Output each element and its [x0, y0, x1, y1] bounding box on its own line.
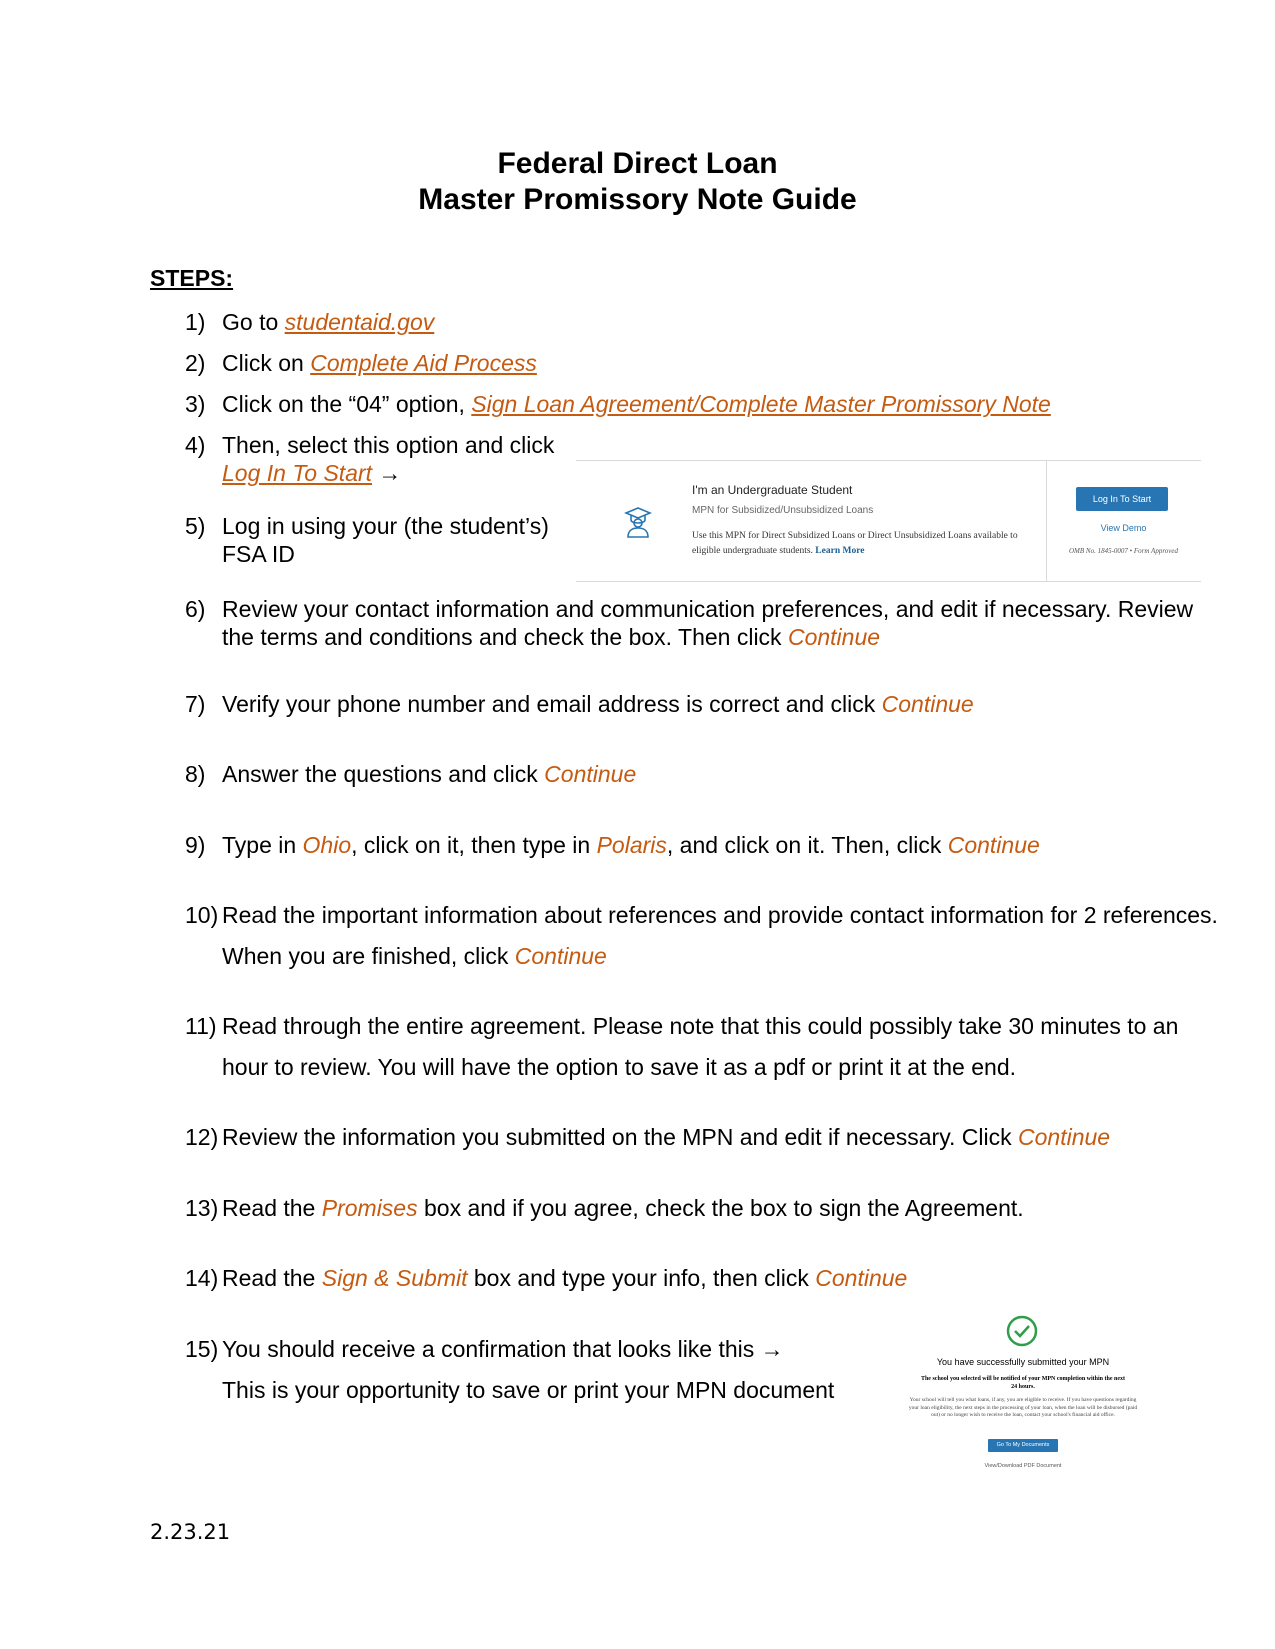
continue-keyword: Continue [881, 691, 974, 717]
continue-keyword: Continue [815, 1265, 908, 1291]
document-title-line2: Master Promissory Note Guide [418, 183, 857, 216]
steps-heading: STEPS: [150, 265, 234, 291]
card-title: I'm an Undergraduate Student [692, 483, 853, 497]
promises-keyword: Promises [321, 1195, 418, 1221]
log-in-to-start-link[interactable]: Log In To Start [222, 460, 373, 486]
confirmation-notice: The school you selected will be notified of your MPN completion within the next 24 hours. [920, 1376, 1126, 1390]
graduate-student-icon [624, 506, 652, 538]
view-demo-link[interactable]: View Demo [1100, 523, 1147, 533]
omb-number: OMB No. 1845-0007 • Form Approved [1069, 547, 1178, 555]
undergraduate-mpn-card [576, 460, 1201, 582]
download-pdf-link[interactable]: View/Download PDF Document [984, 1463, 1062, 1469]
log-in-to-start-button[interactable]: Log In To Start [1076, 487, 1168, 511]
sign-submit-keyword: Sign & Submit [321, 1265, 468, 1291]
card-subtitle: MPN for Subsidized/Unsubsidized Loans [692, 505, 874, 516]
continue-keyword: Continue [1018, 1124, 1111, 1150]
continue-keyword: Continue [514, 943, 607, 969]
continue-keyword: Continue [947, 832, 1040, 858]
go-to-my-documents-button[interactable]: Go To My Documents [988, 1439, 1058, 1452]
sign-loan-agreement-link[interactable]: Sign Loan Agreement/Complete Master Promissory Note [471, 391, 1051, 417]
card-description: Use this MPN for Direct Subsidized Loans or Direct Unsubsidized Loans available to eligible undergraduate students. Learn More [692, 531, 1018, 556]
check-circle-icon [1006, 1315, 1038, 1347]
document-title-line1: Federal Direct Loan [497, 147, 778, 180]
mpn-confirmation [898, 1315, 1148, 1485]
card-divider [1046, 461, 1047, 581]
right-arrow: → [372, 460, 402, 486]
continue-keyword: Continue [544, 761, 637, 787]
document-date: 2.23.21 [150, 1520, 231, 1544]
studentaid-link[interactable]: studentaid.gov [284, 309, 435, 335]
learn-more-link[interactable]: Learn More [815, 546, 865, 556]
complete-aid-process-link[interactable]: Complete Aid Process [310, 350, 537, 376]
confirmation-title: You have successfully submitted your MPN [936, 1357, 1110, 1367]
confirmation-body: Your school will tell you what loans, if any, you are eligible to receive. If you have questions regarding your loan eligibility, the next steps in the processing of your loan, when the loan will be disbursed (paid out) or no longer wish to receive the loan, contact your school's financial aid office. [908, 1397, 1138, 1418]
continue-keyword: Continue [787, 624, 881, 650]
ohio-keyword: Ohio [302, 832, 352, 858]
polaris-keyword: Polaris [596, 832, 667, 858]
